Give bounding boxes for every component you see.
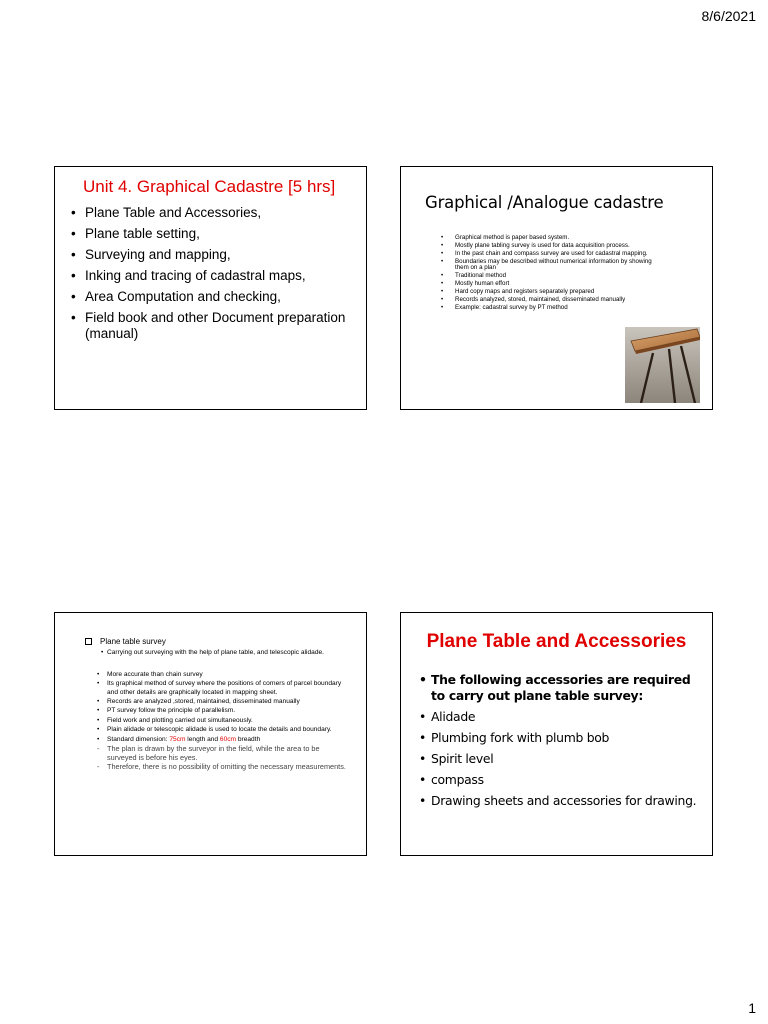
list-item: • Mostly human effort: [441, 281, 661, 287]
slide-title: Plane Table and Accessories: [426, 631, 687, 652]
print-date: 8/6/2021: [701, 8, 756, 24]
slide-unit-4-outline: [54, 166, 367, 410]
list-item: • Graphical method is paper based system.: [441, 235, 661, 241]
page-number: 1: [748, 1000, 756, 1016]
intro-item: • The following accessories are required to carry out plane table survey:: [419, 672, 704, 704]
plane-table-photo: [625, 327, 700, 403]
list-item: • In the past chain and compass survey are used for cadastral mapping.: [441, 251, 661, 257]
checkbox-bullet-icon: [85, 638, 92, 645]
slide-plane-table-accessories: [400, 612, 713, 856]
dimension-item: • Standard dimension: 75cm length and 60cm breadth: [97, 736, 347, 744]
list-item: • Field work and plotting carried out simultaneously.: [97, 717, 347, 725]
list-item: • Alidade: [419, 709, 704, 725]
list-item: - The plan is drawn by the surveyor in the field, while the area to be surveyed is before his eyes.: [97, 745, 347, 762]
list-item: • Plane table setting,: [71, 226, 356, 242]
list-item: • Mostly plane tabling survey is used for data acquisition process.: [441, 243, 661, 249]
list-item: • compass: [419, 772, 704, 788]
list-item: • Area Computation and checking,: [71, 289, 356, 305]
list-item: • Plumbing fork with plumb bob: [419, 730, 704, 746]
list-item: • Example: cadastral survey by PT method: [441, 305, 661, 311]
list-item: • Traditional method: [441, 273, 661, 279]
section-heading: [85, 637, 166, 646]
topic-list: [71, 205, 356, 347]
list-item: • Inking and tracing of cadastral maps,: [71, 268, 356, 284]
heading-text: Plane table survey: [100, 637, 166, 646]
list-item: - Therefore, there is no possibility of omitting the necessary measurements.: [97, 763, 347, 772]
bullet-list: [441, 235, 661, 313]
slide-plane-table-survey: [54, 612, 367, 856]
list-item: • Boundaries may be described without numerical information by showing them on a plan: [441, 259, 661, 272]
slide-title: Unit 4. Graphical Cadastre [5 hrs]: [83, 177, 336, 196]
slide-title: Graphical /Analogue cadastre: [425, 193, 664, 212]
list-item: • Surveying and mapping,: [71, 247, 356, 263]
list-item: • Its graphical method of survey where the positions of corners of parcel boundary and other details are graphically located in mapping sheet.: [97, 680, 347, 696]
list-item: • More accurate than chain survey: [97, 671, 347, 679]
breadth-value: 60cm: [219, 735, 237, 743]
bullet-list: [97, 671, 347, 773]
list-item: • Records are analyzed ,stored, maintained, disseminated manually: [97, 698, 347, 706]
list-item: • Plain alidade or telescopic alidade is used to locate the details and boundary.: [97, 726, 347, 734]
slide-graphical-cadastre: [400, 166, 713, 410]
list-item: • Drawing sheets and accessories for drawing.: [419, 793, 704, 809]
list-item: • PT survey follow the principle of parallelism.: [97, 707, 347, 715]
length-value: 75cm: [169, 735, 186, 743]
accessory-list: [419, 672, 704, 814]
lead-text: • Carrying out surveying with the help of plane table, and telescopic alidade.: [101, 649, 324, 656]
list-item: • Plane Table and Accessories,: [71, 205, 356, 221]
list-item: • Spirit level: [419, 751, 704, 767]
list-item: • Hard copy maps and registers separately prepared: [441, 289, 661, 295]
bullet-icon: •: [101, 649, 107, 656]
list-item: • Records analyzed, stored, maintained, disseminated manually: [441, 297, 661, 303]
list-item: • Field book and other Document preparation (manual): [71, 310, 356, 342]
